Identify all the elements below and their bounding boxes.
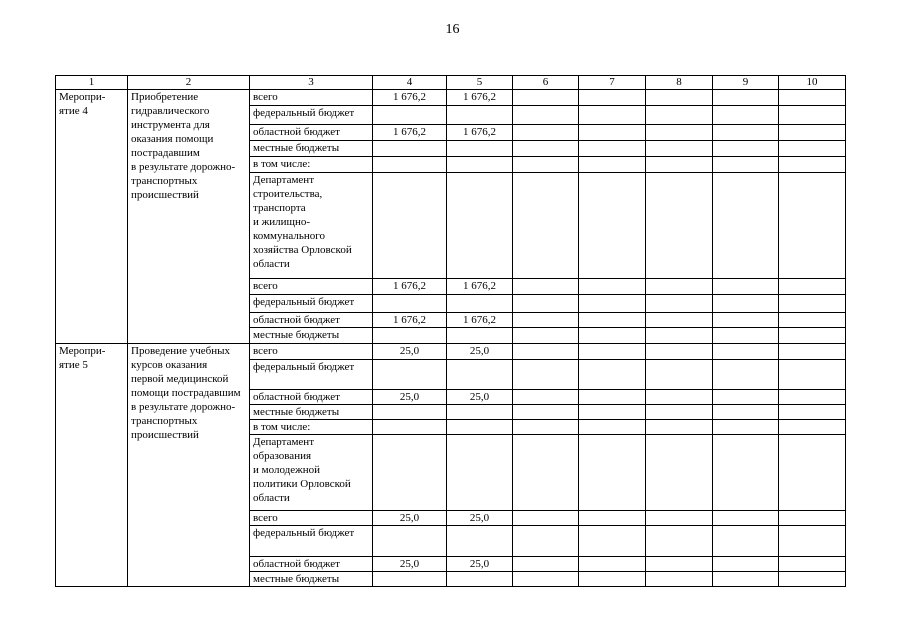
empty-cell <box>713 125 779 141</box>
empty-cell <box>579 344 646 360</box>
empty-cell <box>713 141 779 157</box>
empty-cell <box>779 511 846 526</box>
funding-source: федеральный бюджет <box>250 106 373 125</box>
empty-cell <box>579 405 646 420</box>
empty-cell <box>646 125 713 141</box>
header-row <box>56 76 846 90</box>
measure-label: Меропри- ятие 4 <box>56 90 128 344</box>
department-name: Департамент образования и молодежной политики Орловской области <box>250 435 373 511</box>
budget-table <box>55 75 846 587</box>
header-cell: 2 <box>128 76 250 90</box>
empty-cell <box>779 279 846 295</box>
value-cell: 25,0 <box>373 390 447 405</box>
value-cell: 1 676,2 <box>447 125 513 141</box>
value-cell <box>447 141 513 157</box>
empty-cell <box>579 511 646 526</box>
empty-cell <box>646 405 713 420</box>
empty-cell <box>779 420 846 435</box>
funding-source: областной бюджет <box>250 125 373 141</box>
empty-cell <box>713 279 779 295</box>
value-cell <box>373 360 447 390</box>
header-cell: 3 <box>250 76 373 90</box>
funding-source: всего <box>250 90 373 106</box>
empty-cell <box>713 313 779 328</box>
empty-cell <box>713 344 779 360</box>
value-cell: 25,0 <box>447 390 513 405</box>
empty-cell <box>713 557 779 572</box>
empty-cell <box>513 279 579 295</box>
empty-cell <box>646 420 713 435</box>
empty-cell <box>579 313 646 328</box>
value-cell <box>373 572 447 587</box>
value-cell <box>447 420 513 435</box>
funding-source: областной бюджет <box>250 313 373 328</box>
value-cell <box>373 328 447 344</box>
empty-cell <box>646 173 713 279</box>
value-cell: 1 676,2 <box>447 313 513 328</box>
empty-cell <box>513 390 579 405</box>
funding-source: местные бюджеты <box>250 328 373 344</box>
funding-source: местные бюджеты <box>250 572 373 587</box>
empty-cell <box>513 295 579 313</box>
value-cell <box>373 157 447 173</box>
empty-cell <box>579 295 646 313</box>
header-cell: 9 <box>713 76 779 90</box>
value-cell <box>373 173 447 279</box>
table-row <box>56 90 846 106</box>
value-cell <box>373 295 447 313</box>
funding-source: всего <box>250 279 373 295</box>
empty-cell <box>713 157 779 173</box>
header-cell: 7 <box>579 76 646 90</box>
value-cell <box>447 360 513 390</box>
empty-cell <box>713 295 779 313</box>
funding-source: местные бюджеты <box>250 405 373 420</box>
empty-cell <box>646 511 713 526</box>
empty-cell <box>579 173 646 279</box>
header-cell: 8 <box>646 76 713 90</box>
value-cell <box>447 295 513 313</box>
empty-cell <box>779 125 846 141</box>
empty-cell <box>713 328 779 344</box>
value-cell: 25,0 <box>447 557 513 572</box>
value-cell: 1 676,2 <box>373 90 447 106</box>
empty-cell <box>513 344 579 360</box>
empty-cell <box>646 313 713 328</box>
empty-cell <box>513 157 579 173</box>
value-cell <box>373 405 447 420</box>
empty-cell <box>779 141 846 157</box>
empty-cell <box>779 106 846 125</box>
value-cell: 1 676,2 <box>447 90 513 106</box>
funding-source: областной бюджет <box>250 557 373 572</box>
table-row <box>56 344 846 360</box>
empty-cell <box>713 173 779 279</box>
funding-source: в том числе: <box>250 420 373 435</box>
empty-cell <box>579 390 646 405</box>
empty-cell <box>779 405 846 420</box>
header-cell: 4 <box>373 76 447 90</box>
value-cell: 1 676,2 <box>373 125 447 141</box>
empty-cell <box>646 390 713 405</box>
header-cell: 5 <box>447 76 513 90</box>
measure-description: Приобретение гидравлического инструмента для оказания помощи пострадавшим в результате дорожно- транспортных происшествий <box>128 90 250 344</box>
funding-source: федеральный бюджет <box>250 526 373 557</box>
empty-cell <box>779 173 846 279</box>
value-cell: 25,0 <box>373 344 447 360</box>
empty-cell <box>779 313 846 328</box>
empty-cell <box>646 557 713 572</box>
funding-source: всего <box>250 344 373 360</box>
value-cell <box>447 435 513 511</box>
empty-cell <box>579 279 646 295</box>
empty-cell <box>579 557 646 572</box>
empty-cell <box>579 328 646 344</box>
empty-cell <box>713 390 779 405</box>
funding-source: федеральный бюджет <box>250 295 373 313</box>
value-cell <box>447 106 513 125</box>
empty-cell <box>779 360 846 390</box>
value-cell <box>373 435 447 511</box>
empty-cell <box>513 405 579 420</box>
empty-cell <box>779 390 846 405</box>
empty-cell <box>646 141 713 157</box>
empty-cell <box>713 435 779 511</box>
empty-cell <box>646 526 713 557</box>
empty-cell <box>779 572 846 587</box>
empty-cell <box>513 90 579 106</box>
department-name: Департамент строительства, транспорта и жилищно- коммунального хозяйства Орловской области <box>250 173 373 279</box>
empty-cell <box>513 173 579 279</box>
empty-cell <box>513 435 579 511</box>
empty-cell <box>579 106 646 125</box>
measure-label: Меропри- ятие 5 <box>56 344 128 587</box>
empty-cell <box>779 90 846 106</box>
value-cell: 25,0 <box>373 557 447 572</box>
empty-cell <box>779 328 846 344</box>
empty-cell <box>579 572 646 587</box>
empty-cell <box>513 125 579 141</box>
empty-cell <box>646 344 713 360</box>
empty-cell <box>646 435 713 511</box>
empty-cell <box>646 360 713 390</box>
value-cell <box>447 328 513 344</box>
value-cell <box>447 572 513 587</box>
empty-cell <box>579 141 646 157</box>
empty-cell <box>513 106 579 125</box>
value-cell <box>373 420 447 435</box>
empty-cell <box>513 141 579 157</box>
empty-cell <box>713 405 779 420</box>
page-number: 16 <box>445 22 460 37</box>
empty-cell <box>646 157 713 173</box>
header-cell: 6 <box>513 76 579 90</box>
value-cell: 25,0 <box>447 511 513 526</box>
funding-source: федеральный бюджет <box>250 360 373 390</box>
empty-cell <box>779 435 846 511</box>
empty-cell <box>513 313 579 328</box>
funding-source: в том числе: <box>250 157 373 173</box>
empty-cell <box>713 106 779 125</box>
empty-cell <box>513 526 579 557</box>
empty-cell <box>713 572 779 587</box>
funding-source: областной бюджет <box>250 390 373 405</box>
empty-cell <box>579 125 646 141</box>
empty-cell <box>713 90 779 106</box>
empty-cell <box>513 557 579 572</box>
empty-cell <box>513 420 579 435</box>
empty-cell <box>713 420 779 435</box>
funding-source: местные бюджеты <box>250 141 373 157</box>
empty-cell <box>513 511 579 526</box>
empty-cell <box>646 279 713 295</box>
empty-cell <box>779 157 846 173</box>
empty-cell <box>646 572 713 587</box>
value-cell <box>373 526 447 557</box>
empty-cell <box>713 526 779 557</box>
value-cell: 25,0 <box>447 344 513 360</box>
empty-cell <box>513 572 579 587</box>
empty-cell <box>579 360 646 390</box>
empty-cell <box>579 90 646 106</box>
funding-source: всего <box>250 511 373 526</box>
empty-cell <box>513 360 579 390</box>
empty-cell <box>779 526 846 557</box>
empty-cell <box>779 344 846 360</box>
value-cell <box>447 405 513 420</box>
header-cell: 10 <box>779 76 846 90</box>
value-cell: 1 676,2 <box>447 279 513 295</box>
value-cell: 25,0 <box>373 511 447 526</box>
empty-cell <box>646 90 713 106</box>
empty-cell <box>779 295 846 313</box>
empty-cell <box>579 157 646 173</box>
empty-cell <box>513 328 579 344</box>
empty-cell <box>579 420 646 435</box>
empty-cell <box>579 526 646 557</box>
empty-cell <box>579 435 646 511</box>
empty-cell <box>713 360 779 390</box>
value-cell <box>373 106 447 125</box>
empty-cell <box>646 106 713 125</box>
header-cell: 1 <box>56 76 128 90</box>
value-cell <box>447 157 513 173</box>
value-cell <box>447 173 513 279</box>
empty-cell <box>646 328 713 344</box>
value-cell: 1 676,2 <box>373 313 447 328</box>
empty-cell <box>713 511 779 526</box>
empty-cell <box>646 295 713 313</box>
value-cell <box>447 526 513 557</box>
value-cell: 1 676,2 <box>373 279 447 295</box>
measure-description: Проведение учебных курсов оказания первой медицинской помощи пострадавшим в результате дорожно- транспортных происшествий <box>128 344 250 587</box>
empty-cell <box>779 557 846 572</box>
value-cell <box>373 141 447 157</box>
